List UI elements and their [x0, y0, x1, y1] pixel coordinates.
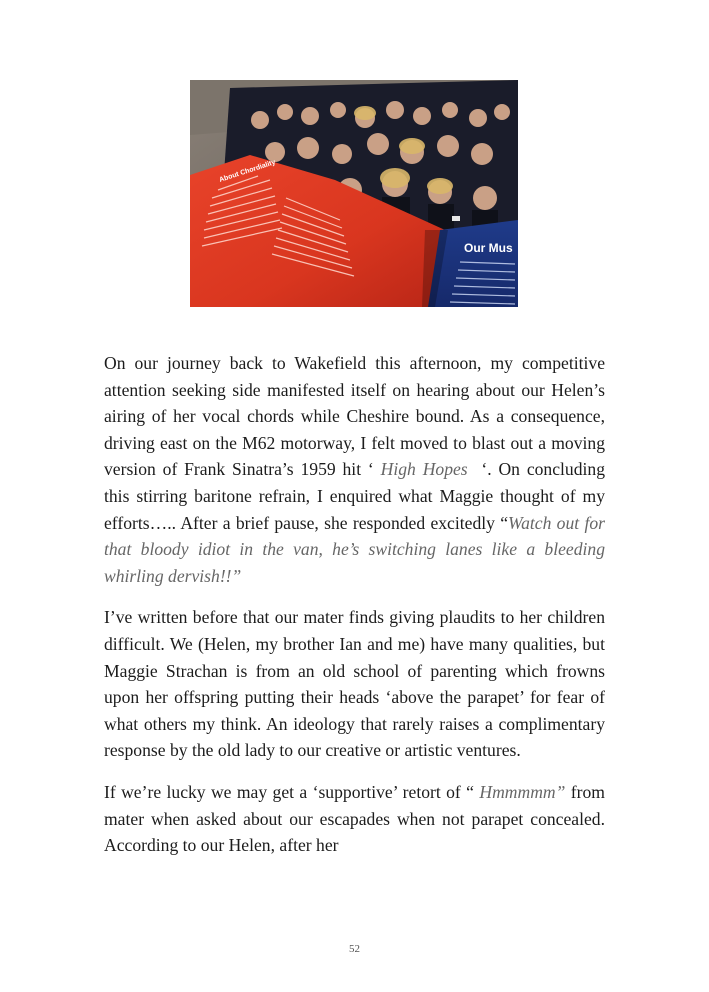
paragraph-3: If we’re lucky we may get a ‘supportive’ retort of “ Hmmmmm” from mater when asked about our escapades when not parapet concealed. According to our Helen, after her	[104, 781, 605, 856]
body-text	[104, 350, 605, 874]
our-music-heading: Our Mus	[464, 241, 513, 255]
maggie-quote: Watch out for that bloody idiot in the van, he’s switching lanes like a bleeding whirling dervish!!”	[104, 512, 605, 586]
page-number: 52	[349, 943, 360, 955]
paragraph-2: I’ve written before that our mater finds giving plaudits to her children difficult. We (Helen, my brother Ian and me) have many qualities, but Maggie Strachan is from an old school of parenting which frowns upon her offspring putting their heads ‘above the parapet’ for fear of what others my think. An ideology that rarely raises a complimentary response by the old lady to our creative or artistic ventures.	[104, 607, 605, 761]
paragraph-1: On our journey back to Wakefield this afternoon, my competitive attention seeking side manifested itself on hearing about our Helen’s airing of her vocal chords while Cheshire bound. As a consequence, driving east on the M62 motorway, I felt moved to blast out a moving version of Frank Sinatra’s 1959 hit ‘ High Hopes ‘. On concluding this stirring baritone refrain, I enquired what Maggie thought of my efforts….. After a brief pause, she responded excitedly “Watch out for that bloody idiot in the van, he’s switching lanes like a bleeding whirling dervish!!”	[104, 353, 605, 586]
song-title: High Hopes	[380, 459, 468, 480]
choir-programme-photo	[190, 80, 518, 307]
hmm-quote: Hmmmmm”	[479, 781, 566, 802]
about-chordiality-heading: About Chordiality	[218, 159, 277, 184]
